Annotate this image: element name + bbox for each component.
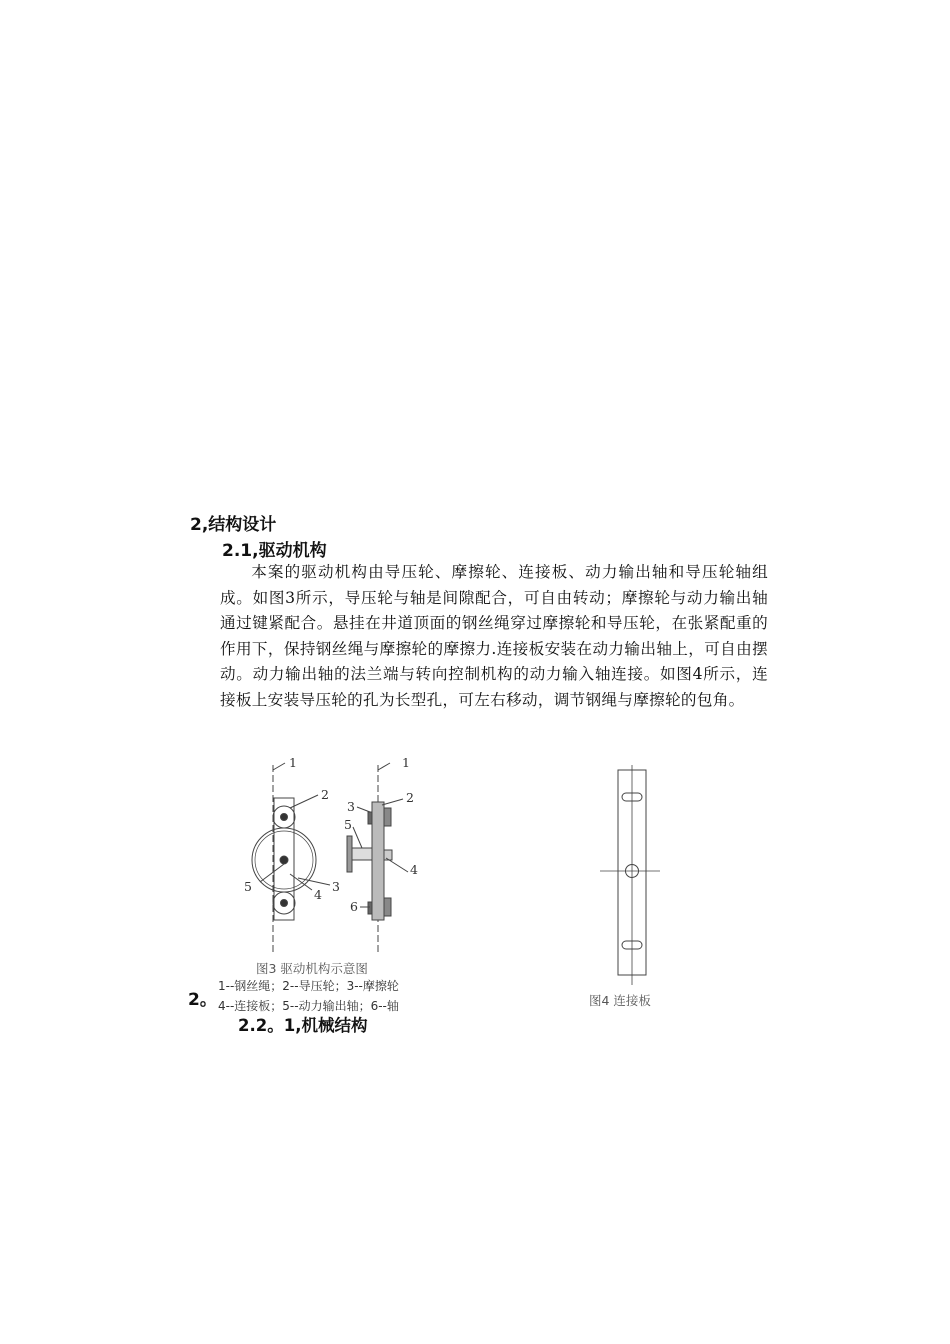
front-label-4: 4 xyxy=(314,887,322,902)
front-label-1: 1 xyxy=(289,755,297,770)
figure-4-connecting-plate xyxy=(570,760,700,1020)
next-section-heading: 2.2。1,机械结构 xyxy=(238,1016,368,1035)
figure-3-legend-line-2: 4--连接板；5--动力输出轴；6--轴 xyxy=(218,999,399,1013)
front-view xyxy=(252,763,330,955)
side-marker: 2。 xyxy=(188,990,217,1010)
front-label-2: 2 xyxy=(321,787,329,802)
side-output-shaft xyxy=(352,848,372,860)
subsection-heading: 2.1,驱动机构 xyxy=(222,541,327,561)
side-label-5: 5 xyxy=(344,817,352,832)
side-view xyxy=(347,763,408,955)
side-label-1: 1 xyxy=(402,755,410,770)
side-flange xyxy=(347,836,352,872)
figure-3-caption: 图3 驱动机构示意图 xyxy=(256,961,368,976)
side-label-2: 2 xyxy=(406,790,414,805)
body-paragraph: 本案的驱动机构由导压轮、摩擦轮、连接板、动力输出轴和导压轮轴组成。如图3所示，导压轮与轴是间隙配合，可自由转动；摩擦轮与动力输出轴通过键紧配合。悬挂在井道顶面的钢丝绳穿过摩擦轮和导压轮，在张紧配重的作用下，保持钢丝绳与摩擦轮的摩擦力.连接板安装在动力输出轴上，可自由摆动。动力输出轴的法兰端与转向控制机构的动力输入轴连接。如图4所示，连接板上安装导压轮的孔为长型孔，可左右移动，调节钢绳与摩擦轮的包角。 xyxy=(220,563,768,709)
side-plate xyxy=(372,802,384,920)
side-label-3: 3 xyxy=(347,799,355,814)
figure-4-caption: 图4 连接板 xyxy=(589,993,651,1008)
front-shaft-center xyxy=(280,856,288,864)
front-label-3: 3 xyxy=(332,879,340,894)
front-label-5: 5 xyxy=(244,879,252,894)
section-heading: 2,结构设计 xyxy=(190,515,277,535)
side-label-4: 4 xyxy=(410,862,418,877)
side-label-6: 6 xyxy=(350,899,358,914)
figure-3-legend-line-1: 1--钢丝绳；2--导压轮；3--摩擦轮 xyxy=(218,979,399,993)
